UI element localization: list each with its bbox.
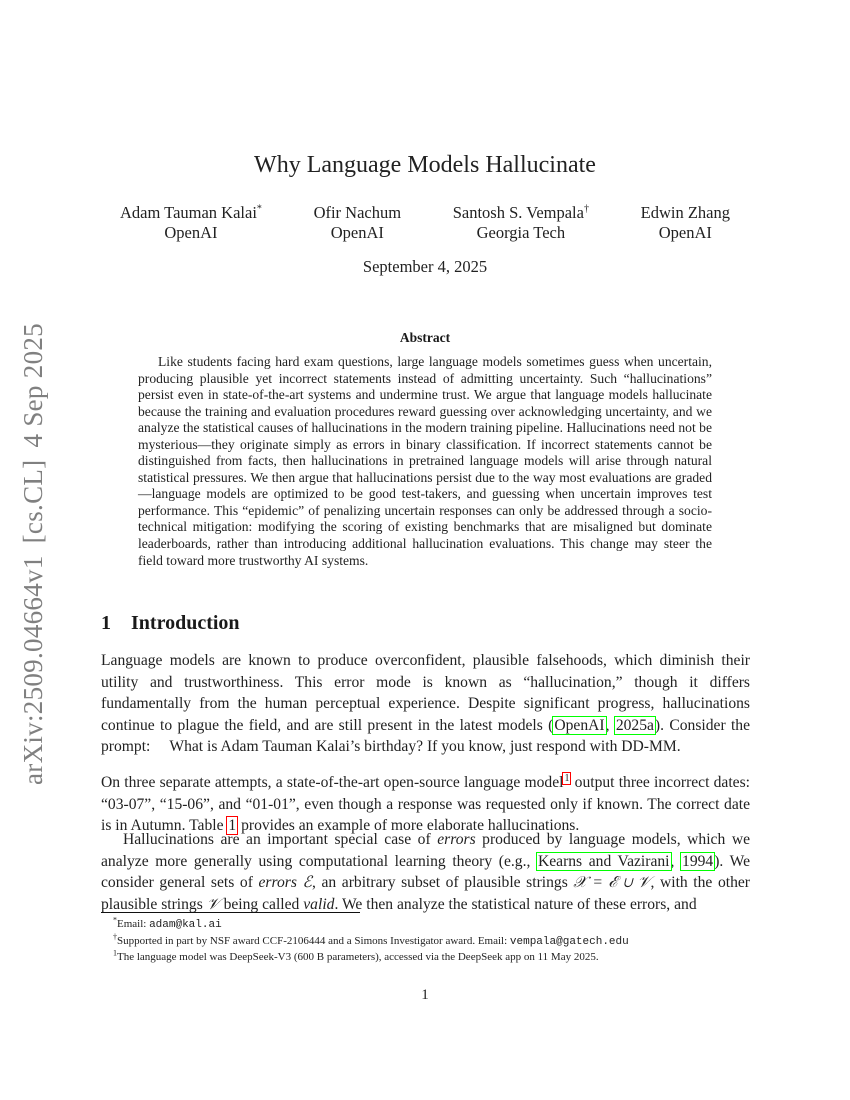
emphasis-text: errors [437, 831, 476, 848]
author [314, 203, 402, 243]
arxiv-identifier-stamp [18, 305, 49, 785]
math-symbol: ℰ [296, 874, 312, 891]
author [120, 203, 262, 243]
section-heading [101, 612, 240, 635]
paragraph-text: On three separate attempts, a state-of-the-art open-source language model [101, 774, 564, 791]
citation-link-openai[interactable]: OpenAI [554, 716, 605, 734]
example-prompt: What is Adam Tauman Kalai’s birthday? If you know, just respond with DD-MM. [169, 738, 681, 755]
footnote-mark: † [113, 931, 117, 941]
emphasis-text: valid [303, 895, 335, 913]
footnote-mark: 1 [113, 948, 117, 958]
paragraph-text: produced by language models, which we analyze more generally using computational learning theory (e.g., [101, 831, 750, 870]
math-symbol: 𝒱 [206, 895, 220, 913]
author-list [120, 203, 730, 243]
intro-paragraph-3 [101, 829, 750, 915]
paragraph-text: provides an example of more elaborate hallucinations. [237, 817, 580, 834]
footnote-text: The language model was DeepSeek-V3 (600 B parameters), accessed via the DeepSeek app on 11 May 2025. [117, 951, 599, 963]
paragraph-text: Hallucinations are an important special case of [123, 831, 438, 848]
author [641, 203, 730, 243]
table-reference-link[interactable]: 1 [228, 817, 237, 834]
footnote-link[interactable]: 1 [564, 772, 570, 784]
author-affiliation: OpenAI [658, 223, 712, 242]
citation-link-year[interactable]: 2025a [615, 716, 654, 734]
author-name: Ofir Nachum [313, 203, 402, 222]
intro-paragraph-2 [101, 772, 750, 837]
email-link[interactable]: adam@kal.ai [149, 919, 222, 931]
footnotes [113, 917, 763, 966]
author-name: Edwin Zhang [640, 203, 730, 222]
paragraph-text: output three incorrect dates: “03-07”, “15-06”, and “01-01”, even though a response was requested only if known. The correct date is in Autumn. Table [101, 774, 750, 834]
footnote [113, 950, 763, 966]
paragraph-text: , with the other plausible strings [101, 874, 750, 913]
paragraph-text: , an arbitrary subset of plausible strings [311, 874, 574, 891]
footnote-text: Supported in part by NSF award CCF-2106444 and a Simons Investigator award. Email: [117, 934, 510, 947]
footnote [113, 931, 763, 951]
email-link[interactable]: vempala@gatech.edu [509, 935, 629, 948]
arxiv-date: 4 Sep 2025 [18, 323, 48, 448]
citation-link-kearns[interactable]: Kearns and Vazirani [537, 852, 670, 870]
paragraph-text: , [605, 716, 615, 734]
arxiv-id: arXiv:2509.04664v1 [18, 555, 48, 785]
paragraph-text: ). We consider general sets of [101, 852, 750, 891]
footnote-divider [101, 912, 360, 913]
footnote [113, 917, 763, 934]
paragraph-text: being called [219, 895, 304, 913]
paper-title: Why Language Models Hallucinate [254, 152, 596, 178]
author-affiliation: OpenAI [164, 223, 218, 242]
arxiv-category: [cs.CL] [18, 459, 48, 544]
footnote-text: Email: [117, 918, 150, 930]
author-affiliation: OpenAI [330, 223, 384, 242]
section-number: 1 [101, 612, 111, 634]
author-name: Santosh S. Vempala [452, 203, 584, 222]
paragraph-text: ). Consider the prompt: [101, 716, 751, 755]
author-mark: * [256, 203, 262, 215]
paragraph-text: . We then analyze the statistical nature of these errors, and [334, 895, 697, 913]
paragraph-text: Language models are known to produce overconfident, plausible falsehoods, which diminish their utility and trustworthiness. This error mode is known as “hallucination,” though it differs fundamentally from the human perceptual experience. Despite significant progress, hallucinations continue to plague the field, and are still present in the latest models ( [101, 652, 750, 734]
abstract-body: Like students facing hard exam questions, large language models sometimes guess when uncertain, producing plausible yet incorrect statements instead of admitting uncertainty. Such “hallucinations” persist even in state-of-the-art systems and undermine trust. We argue that language models hallucinate because the training and evaluation procedures reward guessing over acknowledging uncertainty, and we analyze the statistical causes of hallucinations in the modern training pipeline. Hallucinations need not be mysterious—they originate simply as errors in binary classification. If incorrect statements cannot be distinguished from facts, then hallucinations in pretrained language models will arise through natural statistical pressures. We then argue that hallucinations persist due to the way most evaluations are graded—language models are optimized to be good test-takers, and guessing when uncertain improves test performance. This “epidemic” of penalizing uncertain responses can only be addressed through a socio-technical mitigation: modifying the scoring of existing benchmarks that are misaligned but dominate leaderboards, rather than introducing additional hallucination evaluations. This change may steer the field toward more trustworthy AI systems. [138, 354, 712, 568]
author-affiliation: Georgia Tech [476, 223, 566, 242]
section-title: Introduction [131, 612, 240, 634]
math-expression: 𝒳 = ℰ ∪ 𝒱 [573, 874, 651, 891]
citation-link-year[interactable]: 1994 [682, 852, 714, 870]
author-mark: † [583, 203, 589, 215]
footnote-mark: * [113, 915, 117, 925]
paragraph-text: , [670, 852, 682, 870]
page-number: 1 [421, 987, 429, 1003]
emphasis-text: errors [258, 874, 297, 891]
author [453, 203, 589, 243]
author-name: Adam Tauman Kalai [120, 203, 257, 222]
abstract-heading: Abstract [399, 330, 451, 345]
publication-date: September 4, 2025 [362, 257, 488, 276]
